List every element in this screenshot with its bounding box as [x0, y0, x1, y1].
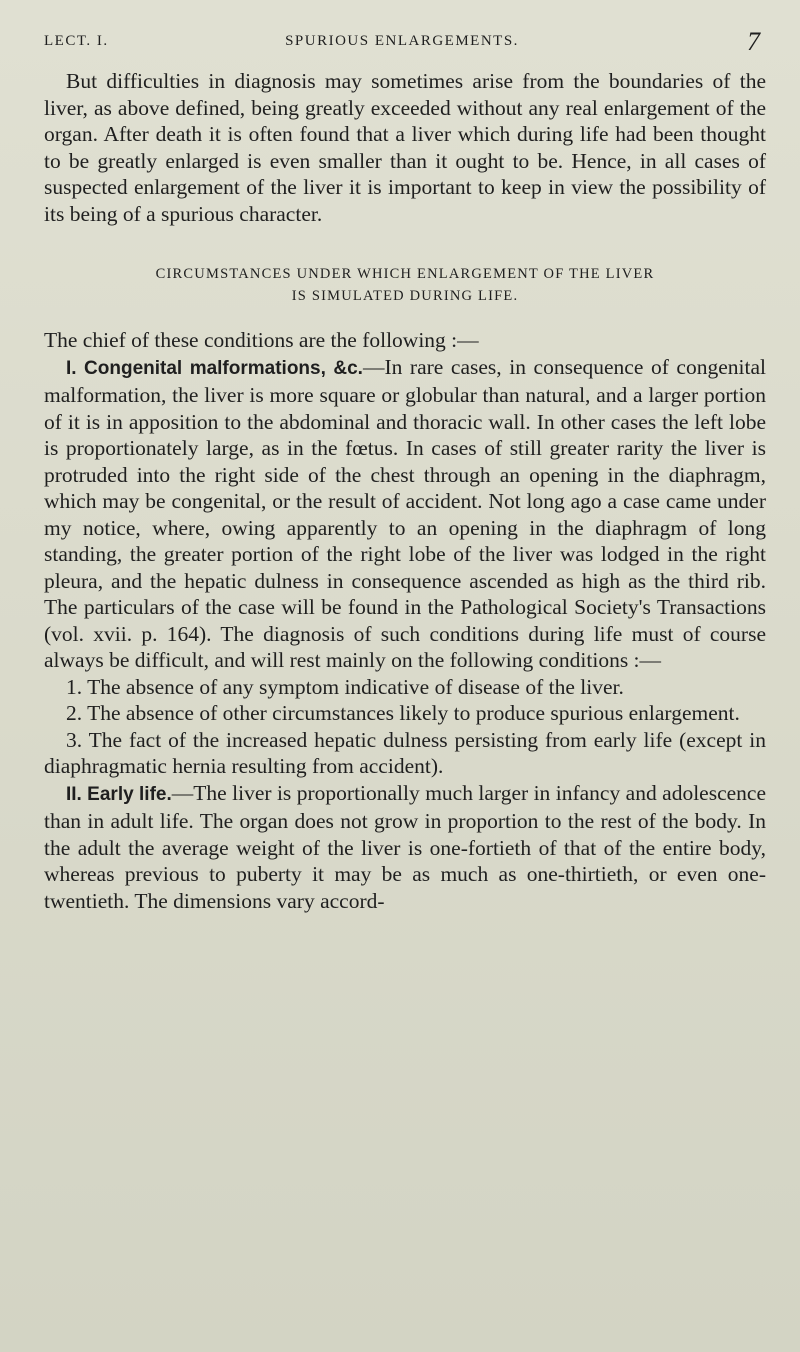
paragraph-early-life [44, 780, 766, 915]
condition-3: 3. The fact of the increased hepatic dulness persisting from early life (except in diaphragmatic hernia resulting from accident). [44, 727, 766, 778]
item-1-label: I. Congenital malformations, &c. [66, 357, 363, 379]
item-2-text: —The liver is proportionally much larger in infancy and adolescence than in adult life. The organ does not grow in proportion to the rest of the body. In the adult the average weight of the liver is one-fortieth of that of the entire body, whereas previous to puberty it may be as much as one-thirtieth, or even one-twentieth. The dimensions vary accord- [44, 780, 766, 913]
item-1-text: —In rare cases, in consequence of congenital malformation, the liver is more square or globular than natural, and a larger portion of it is in apposition to the abdominal and thoracic wall. In other cases the left lobe is proportionately large, as in the fœtus. In cases of still greater rarity the liver is protruded into the right side of the chest through an opening in the diaphragm, which may be congenital, or the result of accident. Not long ago a case came under my notice, where, owing apparently to an opening in the diaphragm of long standing, the greater portion of the right lobe of the liver was lodged in the right pleura, and the hepatic dulness in consequence ascended as high as the third rib. The particulars of the case will be found in the Pathological Society's Transactions (vol. xvii. p. 164). The diagnosis of such conditions during life must of course always be difficult, and will rest mainly on the following conditions :— [44, 354, 766, 672]
lecture-number: LECT. I. [44, 33, 109, 49]
condition-2: 2. The absence of other circumstances likely to produce spurious enlargement. [66, 701, 740, 725]
paragraph-intro: The chief of these conditions are the following :— [44, 328, 479, 352]
running-head [44, 27, 760, 56]
condition-1: 1. The absence of any symptom indicative of disease of the liver. [66, 674, 624, 699]
section-heading [44, 263, 766, 307]
section-heading-line-1: CIRCUMSTANCES UNDER WHICH ENLARGEMENT OF THE LIVER [155, 266, 655, 282]
section-heading-line-2: IS SIMULATED DURING LIFE. [291, 288, 519, 304]
running-title: SPURIOUS ENLARGEMENTS. [285, 33, 519, 49]
page-number: 7 [747, 27, 760, 56]
paragraph-spurious-enlargement: But difficulties in diagnosis may sometimes arise from the boundaries of the liver, as above defined, being greatly exceeded without any real enlargement of the organ. After death it is often found that a liver which during life had been thought to be greatly enlarged is even smaller than it ought to be. Hence, in all cases of suspected enlargement of the liver it is important to keep in view the possibility of its being of a spurious character. [44, 69, 766, 226]
paragraph-congenital [44, 354, 766, 674]
body-text [44, 68, 766, 914]
item-2-label: II. Early life. [66, 783, 172, 805]
